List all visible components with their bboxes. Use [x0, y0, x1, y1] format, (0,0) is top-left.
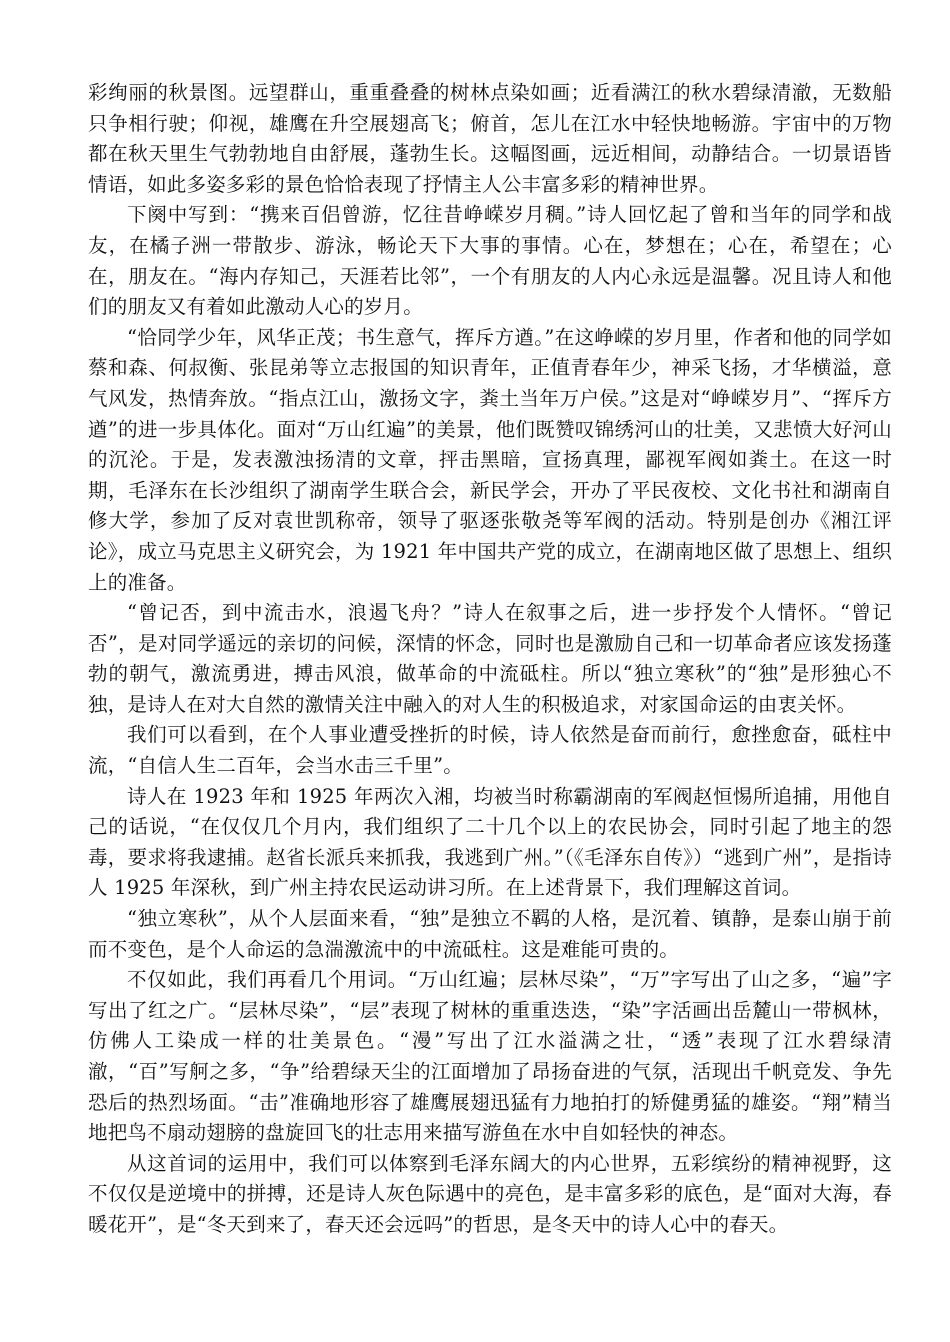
paragraph-classmates: “恰同学少年，风华正茂；书生意气，挥斥方遒。”在这峥嵘的岁月里，作者和他的同学如蔡和森、何叔衡、张昆弟等立志报国的知识青年，正值青春年少，神采飞扬，才华横溢，意气风发，热情奔放。“指点江山，激扬文字，粪土当年万户侯。”这是对“峥嵘岁月”、“挥斥方遒”的进一步具体化。面对“万山红遍”的美景，他们既赞叹锦绣河山的壮美，又悲愤大好河山的沉沦。于是，发表激浊扬清的文章，抨击黑暗，宣扬真理，鄙视军阀如粪土。在这一时期，毛泽东在长沙组织了湖南学生联合会，新民学会，开办了平民夜校、文化书社和湖南自修大学，参加了反对袁世凯称帝，领导了驱逐张敬尧等军阀的活动。特别是创办《湘江评论》，成立马克思主义研究会，为 1921 年中国共产党的成立，在湖南地区做了思想上、组织上的准备。 [88, 325, 892, 594]
paragraph-conclusion: 从这首词的运用中，我们可以体察到毛泽东阔大的内心世界，五彩缤纷的精神视野，这不仅仅是逆境中的拼搏，还是诗人灰色际遇中的亮色，是丰富多彩的底色，是“面对大海，春暖花开”，是“冬天到来了，春天还会远吗”的哲思，是冬天中的诗人心中的春天。 [88, 1151, 892, 1236]
paragraph-midstream: “曾记否，到中流击水，浪遏飞舟？”诗人在叙事之后，进一步抒发个人情怀。“曾记否”，是对同学遥远的亲切的问候，深情的怀念，同时也是激励自己和一切革命者应该发扬蓬勃的朝气，激流勇进，搏击风浪，做革命的中流砥柱。所以“独立寒秋”的“独”是形独心不独，是诗人在对大自然的激情关注中融入的对人生的积极追求，对家国命运的由衷关怀。 [88, 601, 892, 716]
paragraph-autumn-scene: 彩绚丽的秋景图。远望群山，重重叠叠的树林点染如画；近看满江的秋水碧绿清澈，无数船只争相行驶；仰视，雄鹰在升空展翅高飞；俯首，怎儿在江水中轻快地畅游。宇宙中的万物都在秋天里生气勃勃地自由舒展，蓬勃生长。这幅图画，远近相间，动静结合。一切景语皆情语，如此多姿多彩的景色恰恰表现了抒情主人公丰富多彩的精神世界。 [88, 81, 892, 196]
paragraph-second-stanza: 下阕中写到：“携来百侣曾游，忆往昔峥嵘岁月稠。”诗人回忆起了曾和当年的同学和战友，在橘子洲一带散步、游泳，畅论天下大事的事情。心在，梦想在；心在，希望在；心在，朋友在。“海内存知己，天涯若比邻”，一个有朋友的人内心永远是温馨。况且诗人和他们的朋友又有着如此激动人心的岁月。 [88, 203, 892, 319]
paragraph-independence: “独立寒秋”，从个人层面来看，“独”是独立不羁的人格，是沉着、镇静，是泰山崩于前而不变色，是个人命运的急湍激流中的中流砥柱。这是难能可贵的。 [88, 907, 892, 961]
paragraph-background: 诗人在 1923 年和 1925 年两次入湘，均被当时称霸湖南的军阀赵恒惕所追捕，用他自己的话说，“在仅仅几个月内，我们组织了二十几个以上的农民协会，同时引起了地主的怨毒，要求将我逮捕。赵省长派兵来抓我，我逃到广州。”（《毛泽东自传》）“逃到广州”，是指诗人 1925 年深秋，到广州主持农民运动讲习所。在上述背景下，我们理解这首词。 [88, 784, 892, 900]
paragraph-word-usage: 不仅如此，我们再看几个用词。“万山红遍；层林尽染”，“万”字写出了山之多，“遍”字写出了红之广。“层林尽染”，“层”表现了树林的重重迭迭，“染”字活画出岳麓山一带枫林，仿佛人工染成一样的壮美景色。“漫”写出了江水溢满之壮，“透”表现了江水碧绿清澈，“百”写舸之多，“争”给碧绿天尘的江面增加了昂扬奋进的气氛，活现出千帆竞发、争先恐后的热烈场面。“击”准确地形容了雄鹰展翅迅猛有力地拍打的矫健勇猛的雄姿。“翔”精当地把鸟不扇动翅膀的盘旋回飞的壮志用来描写游鱼在水中自如轻快的神态。 [88, 968, 892, 1145]
paragraph-adversity: 我们可以看到，在个人事业遭受挫折的时候，诗人依然是奋而前行，愈挫愈奋，砥柱中流，“自信人生二百年，会当水击三千里”。 [88, 723, 892, 778]
